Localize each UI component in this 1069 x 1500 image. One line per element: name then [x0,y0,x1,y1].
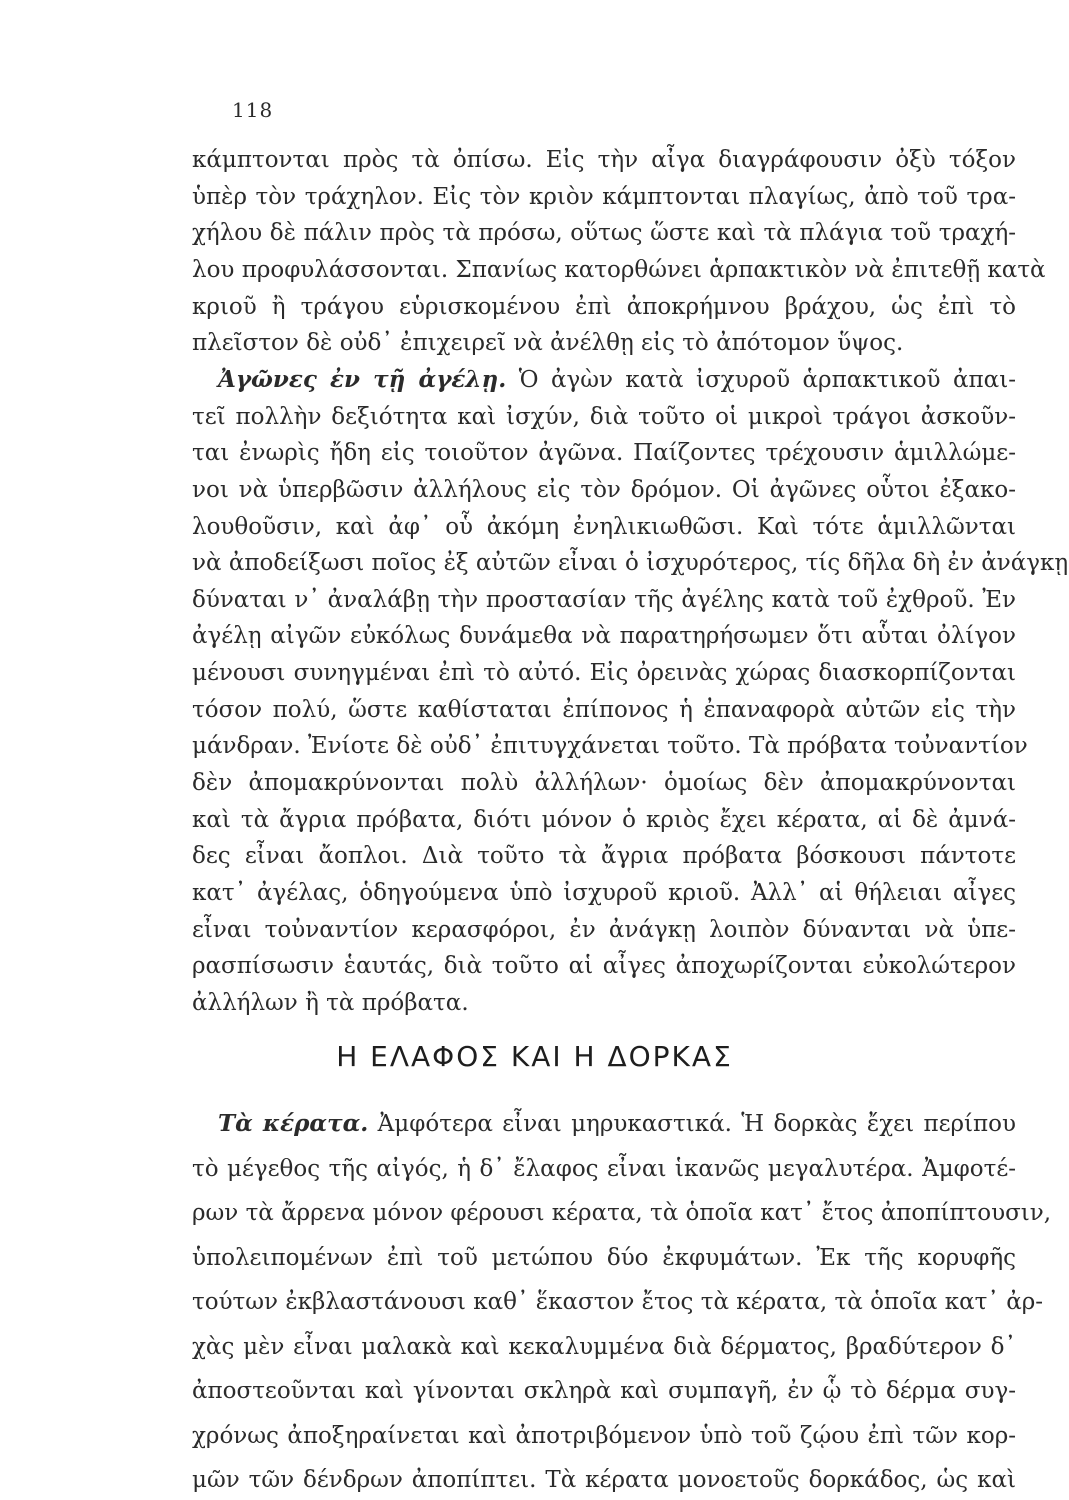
text-line: νοι νὰ ὑπερβῶσιν ἀλλήλους εἰς τὸν δρόμον. Οἱ ἀγῶνες οὗτοι ἐξακο- [192,477,1016,503]
text-line: μῶν τῶν δένδρων ἀποπίπτει. Τὰ κέρατα μονοετοῦς δορκάδος, ὡς καὶ [192,1467,1016,1493]
text-line: κάμπτονται πρὸς τὰ ὀπίσω. Εἰς τὴν αἶγα διαγράφουσιν ὀξὺ τόξον [192,147,1016,173]
text-line: ται ἐνωρὶς ἤδη εἰς τοιοῦτον ἀγῶνα. Παίζοντες τρέχουσιν ἁμιλλώμε- [192,440,1016,466]
text-line: τούτων ἐκβλαστάνουσι καθ᾽ ἕκαστον ἔτος τὰ κέρατα, τὰ ὁποῖα κατ᾽ ἀρ- [192,1289,1044,1315]
text-line: κριοῦ ἢ τράγου εὑρισκομένου ἐπὶ ἀποκρήμνου βράχου, ὡς ἐπὶ τὸ [192,294,1016,320]
text-line: χὰς μὲν εἶναι μαλακὰ καὶ κεκαλυμμένα διὰ δέρματος, βραδύτερον δ᾽ [192,1334,1016,1360]
text-line: νὰ ἀποδείξωσι ποῖος ἐξ αὐτῶν εἶναι ὁ ἰσχυρότερος, τίς δῆλα δὴ ἐν ἀνάγκῃ [192,550,1069,576]
text-line: ἀλλήλων ἢ τὰ πρόβατα. [192,990,469,1016]
text-line: ἀποστεοῦνται καὶ γίνονται σκληρὰ καὶ συμπαγῆ, ἐν ᾧ τὸ δέρμα συγ- [192,1378,1016,1404]
text-line: χήλου δὲ πάλιν πρὸς τὰ πρόσω, οὕτως ὥστε καὶ τὰ πλάγια τοῦ τραχή- [192,220,1016,246]
text-line: τόσον πολύ, ὥστε καθίσταται ἐπίπονος ἡ ἐπαναφορὰ αὐτῶν εἰς τὴν [192,697,1016,723]
paragraph-text: Ὁ ἀγὼν κατὰ ἰσχυροῦ ἁρπακτικοῦ ἀπαι- [506,367,1016,393]
text-line: ὑπὲρ τὸν τράχηλον. Εἰς τὸν κριὸν κάμπτονται πλαγίως, ἀπὸ τοῦ τρα- [192,184,1016,210]
page-number: 118 [232,98,274,122]
paragraph-heading: Τὰ κέρατα. [218,1110,369,1137]
text-line: πλεῖστον δὲ οὐδ᾽ ἐπιχειρεῖ νὰ ἀνέλθῃ εἰς τὸ ἀπότομον ὕψος. [192,330,904,356]
text-line: ἀγέλῃ αἰγῶν εὐκόλως δυνάμεθα νὰ παρατηρήσωμεν ὅτι αὗται ὀλίγον [192,623,1016,649]
text-line: καὶ τὰ ἄγρια πρόβατα, διότι μόνον ὁ κριὸς ἔχει κέρατα, αἱ δὲ ἀμνά- [192,807,1016,833]
text-line: εἶναι τοὐναντίον κερασφόροι, ἐν ἀνάγκῃ λοιπὸν δύνανται νὰ ὑπε- [192,917,1016,943]
text-line: λου προφυλάσσονται. Σπανίως κατορθώνει ἁρπακτικὸν νὰ ἐπιτεθῇ κατὰ [192,257,1046,283]
text-line: ὑπολειπομένων ἐπὶ τοῦ μετώπου δύο ἐκφυμάτων. Ἐκ τῆς κορυφῆς [192,1245,1016,1271]
paragraph-line [218,1106,1016,1142]
text-line: μένουσι συνηγμέναι ἐπὶ τὸ αὐτό. Εἰς ὀρεινὰς χώρας διασκορπίζονται [192,660,1016,686]
text-line: τὸ μέγεθος τῆς αἰγός, ἡ δ᾽ ἔλαφος εἶναι ἱκανῶς μεγαλυτέρα. Ἀμφοτέ- [192,1156,1016,1182]
text-line: τεῖ πολλὴν δεξιότητα καὶ ἰσχύν, διὰ τοῦτο οἱ μικροὶ τράγοι ἀσκοῦν- [192,404,1016,430]
text-line: ρων τὰ ἄρρενα μόνον φέρουσι κέρατα, τὰ ὁποῖα κατ᾽ ἔτος ἀποπίπτουσιν, [192,1200,1052,1226]
paragraph-text: Ἀμφότερα εἶναι μηρυκαστικά. Ἡ δορκὰς ἔχει περίπου [368,1111,1016,1137]
text-line: ρασπίσωσιν ἑαυτάς, διὰ τοῦτο αἱ αἶγες ἀποχωρίζονται εὐκολώτερον [192,953,1016,979]
text-line: χρόνως ἀποξηραίνεται καὶ ἀποτριβόμενον ὑπὸ τοῦ ζῴου ἐπὶ τῶν κορ- [192,1423,1016,1449]
text-line: μάνδραν. Ἐνίοτε δὲ οὐδ᾽ ἐπιτυγχάνεται τοῦτο. Τὰ πρόβατα τοὐναντίον [192,733,1028,759]
text-line: δες εἶναι ἄοπλοι. Διὰ τοῦτο τὰ ἄγρια πρόβατα βόσκουσι πάντοτε [192,843,1016,869]
paragraph-heading: Ἀγῶνες ἐν τῇ ἀγέλῃ. [218,366,507,393]
text-line: δὲν ἀπομακρύνονται πολὺ ἀλλήλων· ὁμοίως δὲν ἀπομακρύνονται [192,770,1016,796]
text-line: κατ᾽ ἀγέλας, ὁδηγούμενα ὑπὸ ἰσχυροῦ κριοῦ. Ἀλλ᾽ αἱ θήλειαι αἶγες [192,880,1016,906]
text-line: λουθοῦσιν, καὶ ἀφ᾽ οὗ ἀκόμη ἐνηλικιωθῶσι. Καὶ τότε ἁμιλλῶνται [192,514,1016,540]
paragraph-line [218,362,1016,398]
text-line: δύναται ν᾽ ἀναλάβῃ τὴν προστασίαν τῆς ἀγέλης κατὰ τοῦ ἐχθροῦ. Ἐν [192,587,1016,613]
section-title: Η ΕΛΑΦΟΣ ΚΑΙ Η ΔΟΡΚΑΣ [336,1040,733,1073]
